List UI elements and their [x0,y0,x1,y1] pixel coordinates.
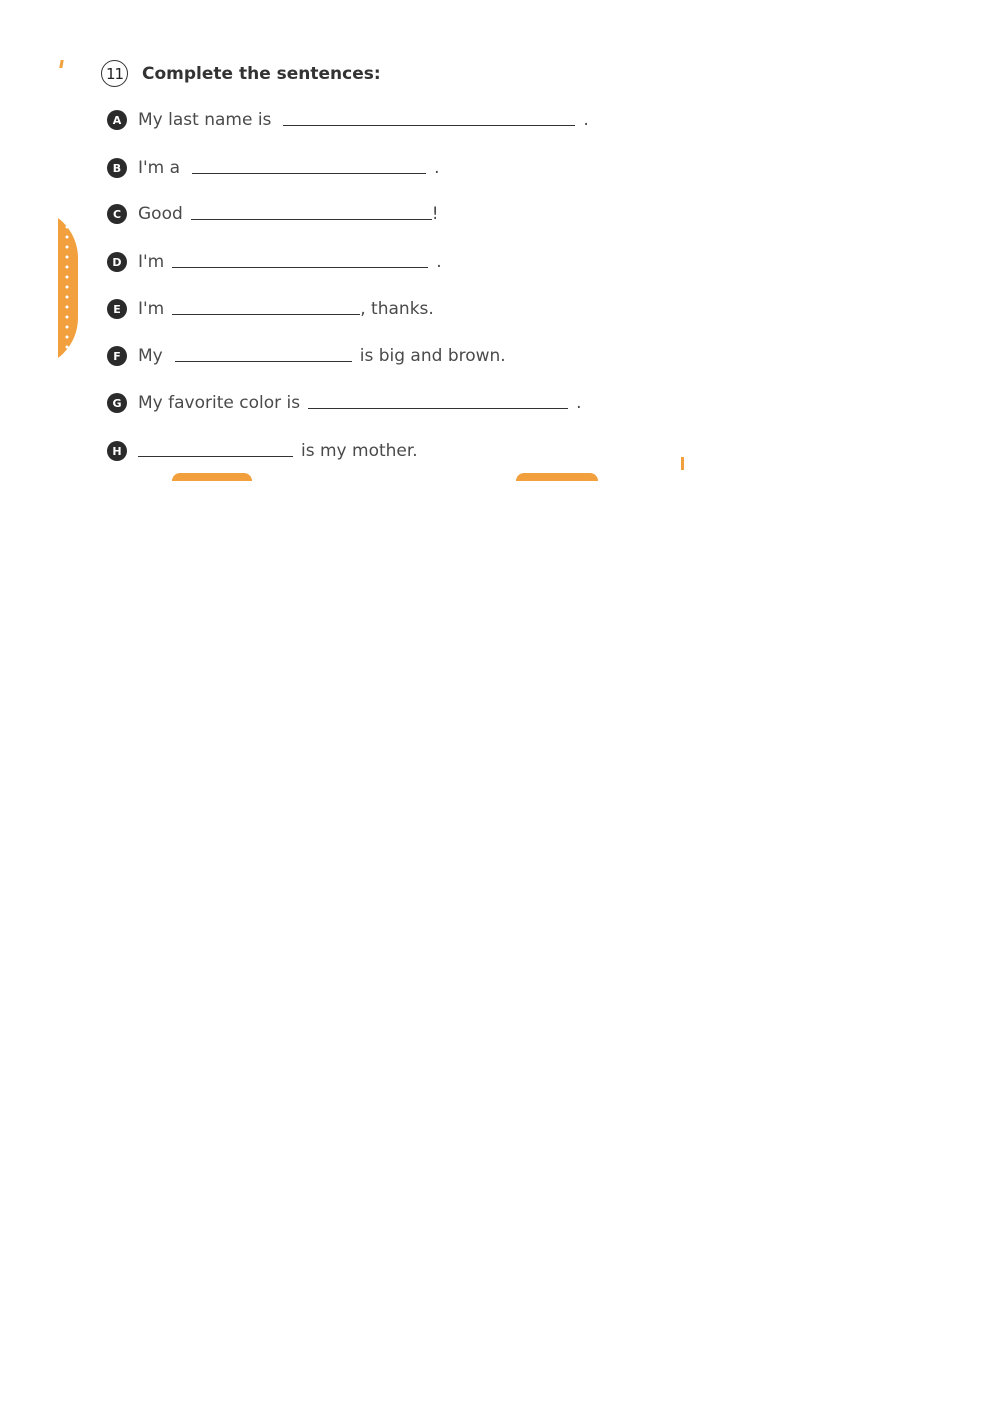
sentence-row-f [107,343,506,369]
decorative-bump-left [172,473,252,481]
sentence-letter-bullet: F [107,346,127,366]
answer-blank-b[interactable] [192,159,426,174]
decorative-side-arc [28,208,78,368]
sentence-text-before: I'm [138,299,165,319]
sentence-text-after: . [436,252,442,272]
sentence-row-b [107,155,439,181]
sentence-text-after: is my mother. [301,441,418,461]
sentence-text-before: I'm [138,252,165,272]
sentence-letter-bullet: C [107,204,127,224]
sentence-text-before: My favorite color is [138,393,301,413]
answer-blank-g[interactable] [308,394,568,409]
sentence-letter-bullet: B [107,158,127,178]
sentence-row-e [107,296,434,322]
answer-blank-d[interactable] [172,253,428,268]
sentence-text-after: . [583,110,589,130]
decorative-bump-right [516,473,598,481]
exercise-header [101,60,381,87]
sentence-row-d [107,249,442,275]
answer-blank-a[interactable] [283,111,575,126]
sentence-text-after: , thanks. [360,299,434,319]
sentence-letter-bullet: A [107,110,127,130]
sentence-letter-bullet: D [107,252,127,272]
sentence-text-before: My last name is [138,110,272,130]
decorative-tick-mark [59,60,63,68]
sentence-row-c [107,201,439,227]
sentence-letter-bullet: H [107,441,127,461]
answer-blank-c[interactable] [191,205,432,220]
sentence-text-before: Good [138,204,183,224]
sentence-text-before: I'm a [138,158,181,178]
answer-blank-h[interactable] [138,442,293,457]
answer-blank-e[interactable] [172,300,360,315]
exercise-title: Complete the sentences: [142,63,381,84]
sentence-row-h [107,438,418,464]
sentence-row-a [107,107,589,133]
sentence-letter-bullet: G [107,393,127,413]
decorative-tick-mark-right [681,457,684,470]
sentence-text-after: ! [431,204,439,224]
blank-page-area [0,481,1000,1413]
exercise-number-badge: 11 [101,60,128,87]
sentence-text-after: is big and brown. [359,346,506,366]
sentence-row-g [107,390,582,416]
decorative-dots [64,222,70,352]
sentence-text-before: My [138,346,163,366]
sentence-letter-bullet: E [107,299,127,319]
answer-blank-f[interactable] [175,347,352,362]
sentence-text-after: . [434,158,440,178]
sentence-text-after: . [576,393,582,413]
